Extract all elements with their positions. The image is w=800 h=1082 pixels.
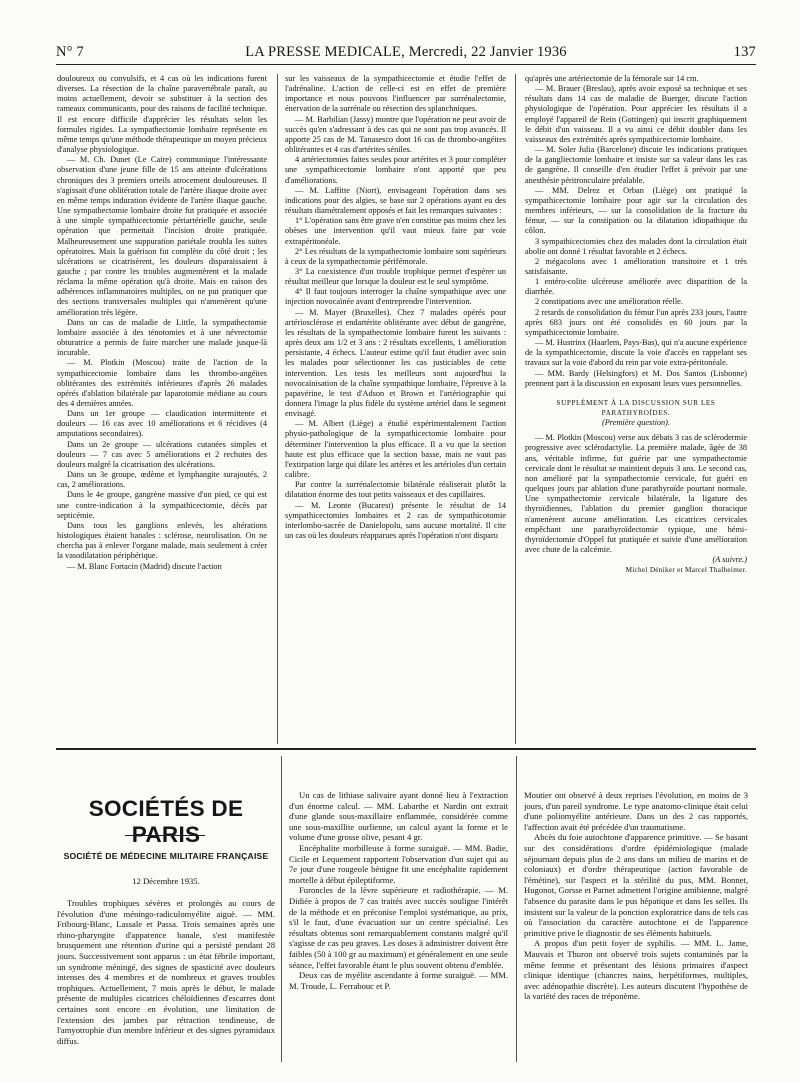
communication: Abcès du foie autochtone d'apparence primitive. — Se basant sur des considérations d'ordre épidémiologique (malade séjournant depuis plus de 2 ans dans un milieu de marins et de coloniaux) et d'ordre thérapeutique (action favorable de l'émétine), sur l'aspect et la stérilité du pus, MM. Bonnet, Hugonot, Gorsse et Parnet admettent l'origine amibienne, malgré l'absence du parasite dans le pus hépatique et dans les selles. Ils insistent sur la valeur de la ponction exploratrice dans de tels cas où l'association du caractère autochtone et de l'apparence primitive prive le diagnostic de ses éléments habituels. [524, 832, 748, 938]
paragraph: — MM. Bardy (Helsingfors) et M. Dos Santos (Lisbonne) prennent part à la discussion en exposant leurs vues personnelles. [525, 368, 747, 388]
paragraph: 4° Il faut toujours interroger la chaîne sympathique avec une injection novocaïnée avant d'entreprendre l'intervention. [285, 287, 506, 307]
column-divider [516, 756, 517, 1062]
paragraph: 1° L'opération sans être grave n'en constitue pas moins chez les obèses une intervention qu'il vaut mieux faire par voie extrapéritonéale. [285, 216, 506, 246]
paragraph: 3 sympathicectomies chez des malades dont la circulation était abolie ont donné 1 résultat favorable et 2 échecs. [525, 236, 747, 256]
paragraph: — M. Soler Julia (Barcelone) discute les indications pratiques de la gangliectomie lombaire et insiste sur sa valeur dans les cas de gangrène. Il conseille d'en étudier l'effet à prévoir par une anesthésie péritronculaire préalable. [525, 145, 747, 185]
issue-number: N° 7 [56, 44, 84, 60]
society-column-3 [524, 790, 748, 1060]
author-signature: Michel Déniker et Marcel Thalheimer. [625, 566, 747, 575]
paragraph: 2 constipations avec une amélioration réelle. [535, 297, 683, 307]
paragraph: — M. Albert (Liège) a étudié expérimentalement l'action physio-pathologique de la sympathicectomie lombaire pour déterminer l'intervention la plus efficace. Il a vu que la section haute est plus efficace que la section basse, mais ne vaut pas l'extirpation large qui dilate les artères et les artérioles d'un certain calibre. [285, 419, 506, 480]
paragraph: douloureux ou convulsifs, et 4 cas où les indications furent diverses. La résection de la chaîne paravertébrale paraît, au moins actuellement, devoir se substituer à la section des rameaux communicants, pour des raisons de facilité technique. Il est encore difficile d'apprécier les résultats selon les formules rigides. La sympathectomie lombaire représente en même temps qu'une méthode thérapeutique un moyen précieux d'analyse physiologique. [57, 74, 267, 155]
paragraph: — M. Plotkin (Moscou) traite de l'action de la sympathicectomie lombaire dans les thrombo-angéites oblitérantes des extrémités inférieures d'après 26 malades opérés d'ablation bilatérale par laparotomie médiane au cours des 4 dernières années. [57, 358, 267, 408]
society-column-1 [57, 898, 275, 1058]
communication: Un cas de lithiase salivaire ayant donné lieu à l'extraction d'un énorme calcul. — MM. Labarthe et Nardin ont extrait d'une glande sous-maxillaire enflammée, considérée comme une sous-maxillite ourlienne, un calcul ayant la forme et le volume d'une grosse olive, pesant 4 gr. [289, 790, 508, 843]
paragraph: 1 entéro-colite ulcéreuse améliorée avec disparition de la diarrhée. [525, 277, 747, 297]
paragraph: Dans un 3e groupe, œdème et lymphangite surajoutés, 2 cas, 2 améliorations. [57, 470, 267, 490]
communication: Encéphalite morbilleuse à forme suraiguë. — MM. Badie, Cicile et Lequement rapportent l'observation d'un sujet qui au 7e jour d'une rougeole bénigne fit une encéphalite rapidement mortelle à début épileptiforme. [289, 842, 508, 885]
paragraph: — M. Barbilian (Jassy) montre que l'opération ne peut avoir de succès qu'en s'adressant à des cas qui ne sont pas trop avancés. Il apporte 25 cas de M. Tanasesco dont 16 cas de thrombo-angéites oblitérantes et 4 cas d'artérites séniles. [285, 114, 506, 155]
paragraph: Par contre la surrénalectomie bilatérale réaliserait plutôt la dilatation énorme des tout petits vaisseaux et des capillaires. [285, 480, 506, 500]
paragraph: — M. Plotkin (Moscou) verse aux débats 3 cas de sclérodermie progressive avec sclérodactylie. La première malade, âgée de 38 ans, véritable infirme, fut guérie par une sympathectomie cervicale dont le résultat se maintient depuis 3 ans. Le second cas, non amélioré par la sympathectomie cervicale, fut guéri en quelques jours par ablation d'une parathyroïde pourtant normale. Une sympathectomie cervicale bilatérale, la ligature des thyroïdiennes, l'ablation du premier ganglion thoracique n'amenèrent aucune amélioration. Les cicatrices cervicales empêchant une parathyroïdectomie typique, une hémi-thyroïdectomie d'Oppel fut pratiquée et suivie d'une amélioration avec chute de la calcémie. [525, 433, 747, 555]
paragraph: Dans tous les ganglions enlevés, les altérations histologiques étaient banales : sclérose, neurolisation. On ne chercha pas à enlever l'organe malade, mais seulement à créer la vasodilatation périphérique. [57, 520, 267, 561]
to-be-continued: (A suivre.) [712, 555, 747, 565]
paragraph: Dans un 1er groupe — claudication intermittente et douleurs — 16 cas avec 10 améliorations et 6 récidives (4 amputations secondaires). [57, 409, 267, 439]
column-divider [277, 74, 278, 744]
paragraph: — MM. Delrez et Orban (Liège) ont pratiqué la sympathicectomie lombaire pour agir sur la circulation des membres inférieurs, — sur la consolidation de la fracture du fémur, — sur la constipation ou la dilatation idiopathique du côlon. [525, 185, 747, 236]
page-header [56, 44, 756, 64]
paragraph: — M. Hustrinx (Haarlem, Pays-Bas), qui n'a aucune expérience de la sympathicectomie, discute la voie d'accès en rappelant ses travaux sur la voie d'abord du rein par voie extra-péritonéale. [525, 338, 747, 368]
paragraph: Dans un 2e groupe — ulcérations cutanées simples et douleurs — 7 cas avec 5 améliorations et 2 rechutes des douleurs malgré la cicatrisation des ulcérations. [57, 439, 267, 469]
paragraph: — M. Blanc Fortacin (Madrid) discute l'action [67, 561, 222, 571]
paragraph: — M. Brauer (Breslau), après avoir exposé sa technique et ses résultats dans 14 cas de maladie de Buerger, discute l'action physiologique de l'opération. Pour apprécier les résultats il a employé l'appareil de Rein (Gottingen) qui inscrit graphiquement le débit d'un vaisseau. Il a vu ainsi ce débit doubler dans les vaisseaux des extrémités après sympathicectomie lombaire. [525, 84, 747, 144]
communication: A propos d'un petit foyer de syphilis. — MM. L. Jame, Mauvais et Thuron ont observé trois sujets contaminés par la même femme et présentant des lésions primaires d'aspect clinique identique (chancres nains, herpétiformes, multiples, avec adénopathie discrète). Les auteurs discutent l'hypothèse de la variété des races de tréponème. [524, 938, 748, 1002]
paragraph: — M. Mayer (Bruxelles). Chez 7 malades opérés pour artériosclérose et endartérite oblitérante avec début de gangrène, les résultats de la sympathectomie lombaire furent les suivants : après deux ans 1/2 et 3 ans : 2 résultats excellents, 1 amélioration persistante, 4 échecs. L'auteur estime qu'il faut étudier avec soin les malades pour sélectionner les cas justiciables de cette intervention. Les tests les meilleurs sont aujourd'hui la novocaïnisation de la chaîne sympathique lombaire, l'épreuve à la papavérine, le test d'Adson et Brown et l'artériographie qui donnera l'image la plus fidèle du système artériel dans le segment envisagé. [285, 307, 506, 419]
journal-title: LA PRESSE MEDICALE, Mercredi, 22 Janvier 1936 [245, 44, 567, 60]
communication: Troubles trophiques sévères et prolongés au cours de l'évolution d'une méningo-radiculomyélite aiguë. — MM. Fribourg-Blanc, Lassale et Passa. Trois semaines après une rhino-pharyngite d'apparence banale, s'est manifestée brusquement une rétention d'urine qui a persisté pendant 28 jours. Successivement sont apparus : un état fébrile important, un syndrome méningé, des signes de spasticité avec douleurs intenses des 4 membres et de nombreux et graves troubles trophiques. Actuellement, 7 mois après le début, le malade présente de multiples cicatrices chéloïdiennes d'escarres dont certaines sont encore en évolution, une limitation de l'extension des jambes par rétraction tendineuse, de l'amyotrophie d'un membre inférieur et des signes pyramidaux diffus. [57, 898, 275, 1046]
paragraph: Dans un cas de maladie de Little, la sympathectomie lombaire associée à des ténotomies et à une névrectomie obturatrice a permis de faire marcher une malade jusque-là incurable. [57, 317, 267, 358]
section-rule [56, 748, 756, 750]
column-divider [281, 756, 282, 1062]
paragraph: 2 mégacolons avec 1 amélioration transitoire et 1 très satisfaisante. [525, 256, 747, 276]
paragraph: sur les vaisseaux de la sympathicectomie et étudie l'effet de l'adrénaline. L'action de celle-ci est en effet de première importance et nous pouvons l'influencer par surrénalectomie, énervation de la surrénale ou résection des splanchniques. [285, 74, 506, 114]
paragraph: qu'après une artériectomie de la fémorale sur 14 cm. [525, 74, 699, 83]
paragraph: 3° La coexistence d'un trouble trophique permet d'espérer un résultat meilleur que lorsque la douleur est le seul symptôme. [285, 266, 506, 287]
society-name: SOCIÉTÉ DE MÉDECINE MILITAIRE FRANÇAISE [63, 851, 269, 861]
article-column-2 [285, 74, 506, 736]
paragraph: Dans le 4e groupe, gangrène massive d'un pied, ce qui est une contre-indication à la sympathicectomie, décès par septicémie. [57, 490, 267, 520]
communication: Moutier ont observé à deux reprises l'évolution, en moins de 3 jours, d'un pareil syndrome. Le type anatomo-clinique était celui d'une poliomyélite antérieure. Dans un des 2 cas rapportés, l'affection avait été précédée d'un traumatisme. [524, 790, 748, 832]
paragraph: — M. Ch. Dunet (Le Caire) communique l'intéressante observation d'une jeune fille de 15 ans atteinte d'ulcérations chroniques des 3 premiers orteils atrocement douloureuses. Il s'agissait d'une oblitération totale de l'artère iliaque droite avec en même temps induration évidente de l'artère iliaque gauche. Une sympathectomie lombaire droite fut pratiquée et associée à une simple sympathicectomie périartérielle gauche, seule opération que permettait l'incision droite pratiquée. Malheureusement une suppuration pariétale troubla les suites opératoires. Mais la guérison fut complète du côté droit ; les ulcérations se cicatrisèrent, les douleurs disparaissaient à gauche ; par contre les troubles augmentèrent et la malade réclama la même opération qu'à droite. Mais en raison des adhérences inflammatoires multiples, on ne put pratiquer que des sections transversales multiples qui n'amenèrent qu'une amélioration très légère. [57, 155, 267, 317]
supplement-heading: SUPPLÉMENT À LA DISCUSSION SUR LES PARATHYROÏDES. [556, 398, 716, 417]
paragraph: 2° Les résultats de la sympathectomie lombaire sont supérieurs à ceux de la sympathectomie périfémorale. [285, 246, 506, 266]
header-rule [56, 64, 756, 65]
article-column-1 [57, 74, 267, 754]
section-title: SOCIÉTÉS DE PARIS [88, 796, 244, 847]
title-underline [125, 835, 205, 836]
communication: Furoncles de la lèvre supérieure et radiothérapie. — M. Didiée à propos de 7 cas traités avec succès souligne l'intérêt de la méthode et en préconise l'emploi systématique, au prix, s'il le faut, d'une évacuation sur un centre spécialisé. Les résultats obtenus sont remarquablement constants malgré qu'il s'agisse de cas peu graves. Les doses à administrer doivent être faibles (50 à 100 gr au maximum) et généralement en une seule séance, l'effet favorable étant le plus souvent obtenu d'emblée. [289, 885, 508, 970]
page-number: 137 [733, 44, 756, 60]
paragraph: — M. Laffitte (Niort), envisageant l'opération dans ses indications pour des algies, se base sur 2 opérations ayant eu des résultats diamétralement opposés et fait les remarques suivantes : [285, 185, 506, 216]
article-column-3 [525, 74, 747, 736]
paragraph: 2 retards de consolidation du fémur l'un après 233 jours, l'autre après 683 jours ont été consolidés en 60 jours par la sympathicectomie lombaire. [525, 307, 747, 337]
supplement-subheading: (Première question). [601, 418, 671, 428]
paragraph: 4 artériectomies faites seules pour artérites et 3 pour compléter une sympathicectomie lombaire n'ont apporté que peu d'améliorations. [285, 155, 506, 185]
paragraph: — M. Leonte (Bucarest) présente le résultat de 14 sympathicectomies lombaires et 2 cas de sympathicotomie interlombo-sacrée de Danielopolu, sans aucune mortalité. Il cite un cas où les douleurs réapparues après l'opération n'ont disparu [285, 500, 506, 541]
column-divider [515, 74, 516, 744]
communication: Deux cas de myélite ascendante à forme suraiguë. — MM. M. Troude, L. Ferrabouc et P. [289, 970, 508, 991]
society-column-2 [289, 790, 508, 1060]
session-date: 12 Décembre 1935. [132, 876, 200, 886]
